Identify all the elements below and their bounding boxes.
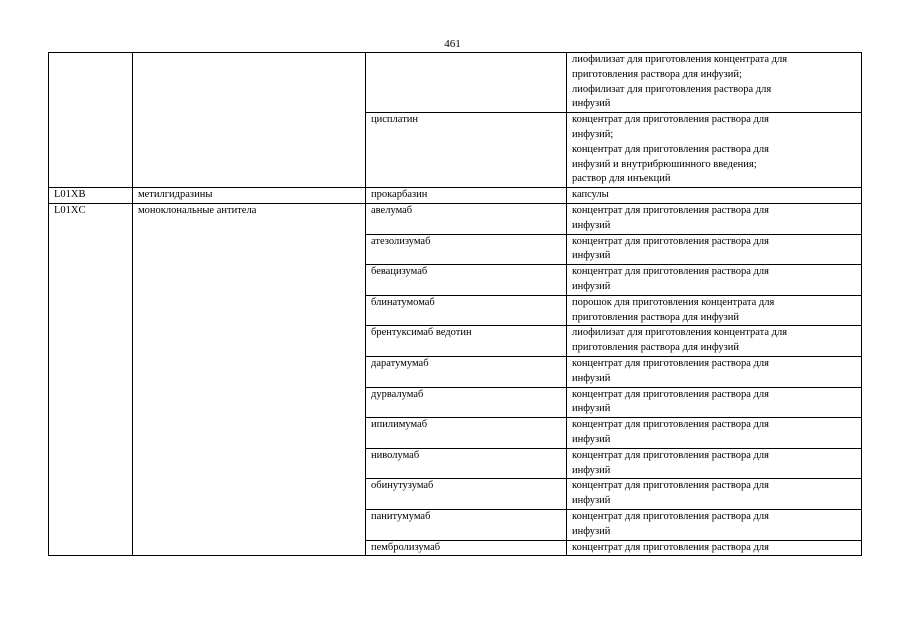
dosage-form-line: лиофилизат для приготовления концентрата для [572, 54, 788, 65]
atc-code-cell: L01XB [49, 188, 133, 204]
dosage-form-cell [567, 356, 862, 387]
dosage-form-cell [567, 509, 862, 540]
dosage-form-line: инфузий [572, 403, 611, 415]
group-name-cell: моноклональные антитела [133, 203, 366, 555]
dosage-form-line: приготовления раствора для инфузий [572, 342, 740, 354]
dosage-form-line: инфузий [572, 525, 611, 537]
dosage-form-line: порошок для приготовления концентрата для [572, 296, 775, 308]
drug-name-cell: ипилимумаб [366, 418, 567, 449]
dosage-form-line: лиофилизат для приготовления концентрата для [572, 327, 788, 339]
dosage-form-line: концентрат для приготовления раствора для [572, 480, 769, 492]
dosage-form-cell [567, 326, 862, 357]
dosage-form-line: концентрат для приготовления раствора для [572, 510, 769, 522]
dosage-form-line: инфузий [572, 280, 611, 292]
group-name-cell: метилгидразины [133, 188, 366, 204]
dosage-form-line: концентрат для приготовления раствора для [572, 541, 769, 553]
dosage-form-cell [567, 540, 862, 556]
dosage-form-cell [567, 295, 862, 326]
dosage-form-line: инфузий [572, 372, 611, 384]
dosage-form-cell [567, 418, 862, 449]
page-number: 461 [444, 38, 461, 50]
dosage-form-line: концентрат для приготовления раствора для [572, 388, 769, 400]
drug-name-cell: брентуксимаб ведотин [366, 326, 567, 357]
dosage-form-line: концентрат для приготовления раствора для [572, 235, 769, 247]
atc-code-cell: L01XC [49, 203, 133, 555]
dosage-form-cell [567, 203, 862, 234]
dosage-form-line: концентрат для приготовления раствора для [572, 449, 769, 461]
dosage-form-cell [567, 265, 862, 296]
dosage-form-cell [567, 448, 862, 479]
table-row [49, 188, 862, 204]
dosage-form-line: капсулы [572, 189, 609, 201]
dosage-form-line: инфузий [572, 219, 611, 231]
dosage-form-line: инфузий [572, 250, 611, 262]
drug-name-cell: блинатумомаб [366, 295, 567, 326]
dosage-form-line: раствор для инъекций [572, 173, 671, 185]
table-row [49, 53, 862, 113]
table-row [49, 203, 862, 234]
dosage-form-cell [567, 479, 862, 510]
dosage-form-line: концентрат для приготовления раствора для [572, 266, 769, 278]
dosage-form-line: приготовления раствора для инфузий; [572, 68, 742, 80]
drug-name-cell: панитумумаб [366, 509, 567, 540]
drug-name-cell: даратумумаб [366, 356, 567, 387]
dosage-form-cell [567, 188, 862, 204]
drug-name-cell [366, 53, 567, 113]
drug-name-cell: атезолизумаб [366, 234, 567, 265]
drug-name-cell: авелумаб [366, 203, 567, 234]
dosage-form-line: инфузий [572, 98, 611, 110]
dosage-form-cell [567, 53, 862, 113]
dosage-form-line: концентрат для приготовления раствора для [572, 204, 769, 216]
drug-name-cell: ниволумаб [366, 448, 567, 479]
dosage-form-line: концентрат для приготовления раствора для [572, 114, 769, 126]
dosage-form-line: концентрат для приготовления раствора для [572, 419, 769, 431]
drug-name-cell: обинутузумаб [366, 479, 567, 510]
dosage-form-line: инфузий [572, 464, 611, 476]
drug-name-cell: пембролизумаб [366, 540, 567, 556]
drug-table [48, 52, 862, 556]
dosage-form-line: концентрат для приготовления раствора для [572, 143, 769, 155]
dosage-form-line: инфузий [572, 495, 611, 507]
drug-name-cell: цисплатин [366, 113, 567, 188]
atc-code-cell [49, 53, 133, 188]
dosage-form-line: инфузий; [572, 128, 614, 140]
drug-name-cell: бевацизумаб [366, 265, 567, 296]
dosage-form-cell [567, 113, 862, 188]
dosage-form-line: инфузий и внутрибрюшинного введения; [572, 158, 757, 170]
drug-name-cell: дурвалумаб [366, 387, 567, 418]
dosage-form-line: концентрат для приготовления раствора для [572, 357, 769, 369]
dosage-form-line: инфузий [572, 433, 611, 445]
dosage-form-cell [567, 387, 862, 418]
dosage-form-cell [567, 234, 862, 265]
group-name-cell [133, 53, 366, 188]
drug-name-cell: прокарбазин [366, 188, 567, 204]
dosage-form-line: приготовления раствора для инфузий [572, 311, 740, 323]
dosage-form-line: лиофилизат для приготовления раствора для [572, 83, 772, 95]
